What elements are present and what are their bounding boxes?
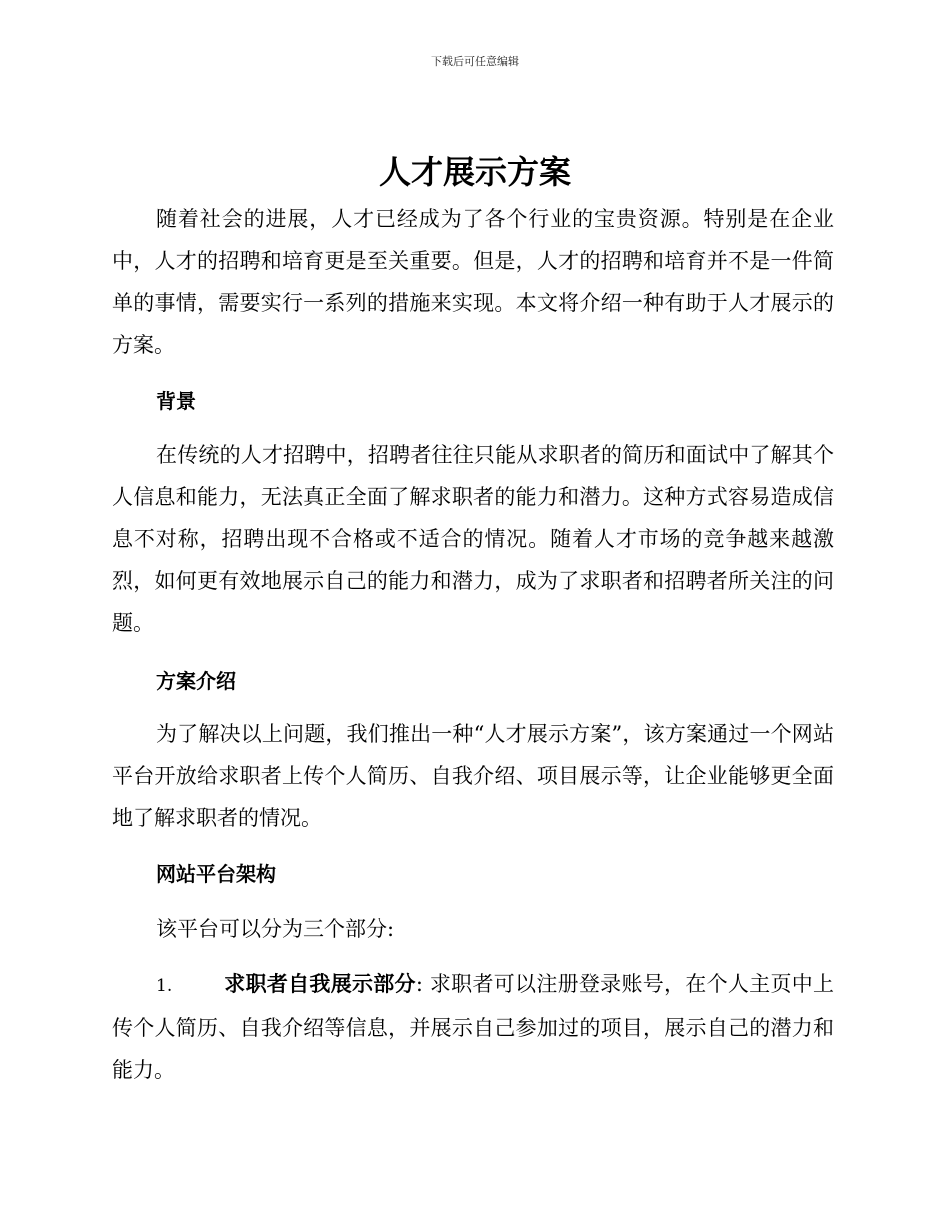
- section-heading-architecture: 网站平台架构: [156, 862, 276, 886]
- section-heading-background: 背景: [156, 389, 196, 413]
- plan-paragraph: 为了解决以上问题，我们推出一种“人才展示方案”，该方案通过一个网站平台开放给求职者上传个人简历、自我介绍、项目展示等，让企业能够更全面地了解求职者的情况。: [112, 722, 834, 830]
- list-item-title: 求职者自我展示部分: [224, 972, 416, 996]
- list-item: [112, 963, 834, 1091]
- background-paragraph: 在传统的人才招聘中，招聘者往往只能从求职者的简历和面试中了解其个人信息和能力，无法真正全面了解求职者的能力和潜力。这种方式容易造成信息不对称，招聘出现不合格或不适合的情况。随着人才市场的竞争越来越激烈，如何更有效地展示自己的能力和潜力，成为了求职者和招聘者所关注的问题。: [112, 443, 834, 635]
- architecture-paragraph: 该平台可以分为三个部分:: [156, 917, 395, 941]
- header-note: 下载后可任意编辑: [431, 55, 519, 68]
- section-heading-plan: 方案介绍: [156, 669, 236, 693]
- intro-paragraph: 随着社会的进展，人才已经成为了各个行业的宝贵资源。特别是在企业中，人才的招聘和培育更是至关重要。但是，人才的招聘和培育并不是一件简单的事情，需要实行一系列的措施来实现。本文将介绍一种有助于人才展示的方案。: [112, 207, 834, 357]
- list-item-text: : 求职者可以注册登录账号，在个人主页中上传个人简历、自我介绍等信息，并展示自己参加过的项目，展示自己的潜力和能力。: [112, 972, 835, 1082]
- document-title: 人才展示方案: [378, 153, 571, 191]
- list-item-number: 1.: [156, 976, 173, 996]
